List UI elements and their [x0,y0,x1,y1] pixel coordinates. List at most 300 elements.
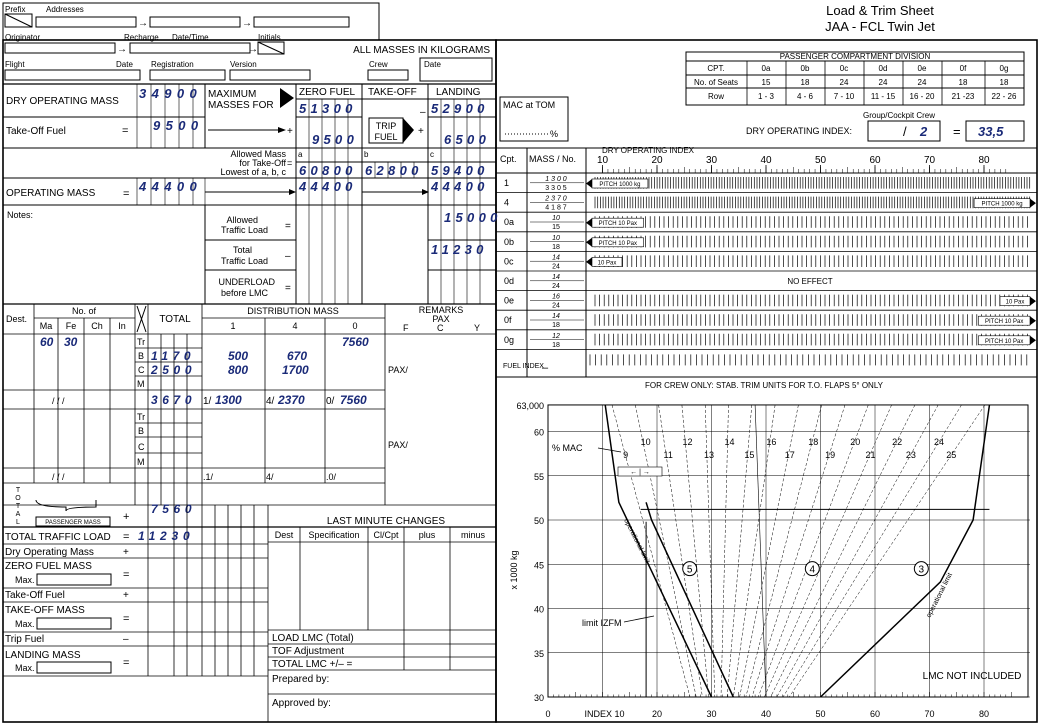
svg-text:18: 18 [999,78,1009,87]
svg-text:PAX: PAX [432,314,450,324]
trim-row-0g [496,333,1037,350]
crew-field[interactable] [368,70,408,80]
svg-text:/ / /: / / / [52,472,65,482]
svg-text:PITCH 1000 kg: PITCH 1000 kg [981,201,1023,208]
svg-text:c: c [430,150,434,159]
b-1-value: 500 [228,349,249,363]
svg-text:.1/: .1/ [203,472,214,482]
trim-row-0e [496,294,1037,311]
x-tick-0: 0 [545,709,551,719]
prefix-label: Prefix [5,5,26,14]
svg-text:PITCH 10 Pax: PITCH 10 Pax [598,221,637,228]
mac-line-label-24: 24 [934,437,945,447]
svg-text:10: 10 [552,234,560,242]
svg-text:C: C [437,323,444,333]
x-tick-50: 50 [815,709,826,719]
no-of-label: No. of [71,306,97,316]
svg-text:=: = [123,657,130,669]
svg-text:PASSENGER COMPARTMENT DIVISION: PASSENGER COMPARTMENT DIVISION [779,52,931,61]
mac-line-label-23: 23 [905,450,916,460]
svg-text:18: 18 [800,78,810,87]
svg-text:PITCH 10 Pax: PITCH 10 Pax [985,338,1024,345]
trim-row-0a [496,215,1037,232]
y-tick-55: 55 [533,471,544,482]
addresses-label: Addresses [46,5,84,14]
svg-text:plus: plus [418,530,436,540]
svg-text:Cl/Cpt: Cl/Cpt [373,530,399,540]
date-label: Date [116,60,133,69]
svg-text:F: F [403,323,409,333]
svg-text:Ch: Ch [91,321,103,331]
svg-text:TAKE-OFF MASS: TAKE-OFF MASS [5,605,85,616]
svg-text:Trip Fuel: Trip Fuel [5,634,45,645]
om-value-c: 44400 [431,179,489,194]
y-tick-45: 45 [533,560,544,571]
svg-text:TRIP: TRIP [375,121,397,131]
a-value: 60800 [299,163,357,178]
registration-label: Registration [151,60,194,69]
svg-text:4: 4 [809,564,816,576]
y-tick-50: 50 [533,516,544,526]
arrow-right-icon [278,127,286,133]
svg-text:Ma: Ma [39,321,53,331]
mac-line-label-12: 12 [682,437,693,447]
operational-limit-left: operational limit [622,517,651,565]
svg-text:4/: 4/ [266,472,274,482]
svg-text:16 - 20: 16 - 20 [909,92,935,101]
tom-max-field[interactable] [37,618,111,629]
svg-text:0/: 0/ [326,396,335,407]
svg-text:PITCH 10 Pax: PITCH 10 Pax [985,319,1024,326]
address-field-3[interactable] [254,17,349,27]
svg-text:PASSENGER MASS: PASSENGER MASS [45,520,101,526]
svg-text:x 1000 kg: x 1000 kg [509,550,519,590]
svg-text:LOAD LMC (Total): LOAD LMC (Total) [272,633,354,644]
svg-text:=: = [123,613,130,625]
svg-text:Dest: Dest [274,530,294,540]
registration-field[interactable] [150,70,225,80]
svg-text:18: 18 [552,322,560,330]
lm-max-field[interactable] [37,662,111,673]
dest-label: Dest. [6,314,28,324]
svg-text:No. of Seats: No. of Seats [693,78,739,87]
svg-text:–: – [542,362,549,374]
svg-text:1 3 0 0: 1 3 0 0 [545,176,567,183]
svg-text:Max.: Max. [15,575,35,585]
mac-line-label-20: 20 [850,437,861,447]
x-tick-60: 60 [869,709,881,719]
scale-label-20: 20 [651,155,663,166]
total-traffic-1: Total [232,245,252,255]
svg-text:0b: 0b [504,236,515,247]
trim-row-0c [496,254,1037,271]
svg-text:16: 16 [552,293,560,301]
mac-line-label-10: 10 [640,437,651,447]
mac-line-label-25: 25 [946,450,957,460]
svg-text:10 Pax: 10 Pax [597,260,617,267]
svg-text:+: + [287,126,293,137]
prefix-box[interactable] [5,14,32,27]
svg-text:0d: 0d [878,64,888,73]
allowed-traffic-1: Allowed [226,215,258,225]
svg-text:1: 1 [504,178,510,188]
mac-line-label-13: 13 [703,450,714,460]
tof-value: 9500 [153,118,204,133]
flight-field[interactable] [5,70,140,80]
svg-text:B: B [138,351,145,361]
svg-text:=: = [285,283,291,294]
y-tick-63,000: 63,000 [516,400,544,411]
ma-value: 60 [40,335,54,349]
allowed-traffic-value: 15000 [444,210,502,225]
notes-label: Notes: [7,210,34,220]
tof-plus: = [122,125,129,137]
svg-text:24: 24 [552,263,560,271]
total-traffic-load-label: TOTAL TRAFFIC LOAD [5,532,111,543]
svg-text:Approved by:: Approved by: [272,698,331,709]
arrow-icon-2: → [242,18,252,29]
svg-text:+: + [123,511,130,523]
svg-text:FUEL INDEX: FUEL INDEX [503,363,544,370]
operating-mass-label: OPERATING MASS [6,188,96,199]
svg-text:4: 4 [504,197,510,208]
svg-text:Group/Cockpit Crew: Group/Cockpit Crew [862,111,936,120]
svg-text:=: = [123,569,130,581]
svg-text:=: = [285,221,291,232]
svg-text:PAX/: PAX/ [388,365,408,375]
mlm-value: 52900 [431,101,489,116]
svg-text:0a: 0a [504,217,515,228]
svg-text:0d: 0d [504,276,515,286]
trim-row-0d [496,274,1037,291]
svg-text:DRY OPERATING INDEX: DRY OPERATING INDEX [601,146,695,155]
zfm-max-field[interactable] [37,574,111,585]
om-value: 44400 [139,179,203,194]
underload-2: before LMC [220,288,268,298]
datetime-field[interactable] [130,43,250,53]
left-frame [3,40,496,722]
svg-text:0: 0 [352,321,358,331]
svg-text:C: C [138,442,145,452]
svg-text:10 Pax: 10 Pax [1005,299,1025,306]
svg-text:+: + [123,547,129,558]
svg-text:Dry Operating Mass: Dry Operating Mass [5,547,94,558]
arrow-right-icon-om [289,189,296,195]
all-masses-note: ALL MASSES IN KILOGRAMS [353,45,490,56]
landing-fuel-value: 6500 [444,132,491,147]
ttl-value: 11230 [138,529,195,543]
svg-text:3: 3 [918,564,925,576]
mac-line-label-9: 9 [623,450,629,460]
originator-field[interactable] [5,43,115,53]
svg-text:=: = [953,124,961,139]
position-marker-3 [914,562,928,576]
svg-text:Row: Row [707,92,725,101]
c-4-value: 1700 [282,363,309,377]
trip-fuel-box [369,118,414,143]
svg-text:B: B [138,426,145,436]
x-tick-80: 80 [978,709,990,719]
svg-text:18: 18 [552,243,560,251]
mac-line-label-15: 15 [744,450,755,460]
svg-text:4: 4 [292,321,298,331]
b-4-value: 670 [287,349,308,363]
svg-text:21 -23: 21 -23 [951,92,975,101]
trim-row-0b [496,235,1037,252]
underload-1: UNDERLOAD [218,277,275,287]
svg-text:24: 24 [917,78,927,87]
sum-1-value: 1300 [215,393,242,407]
svg-text:Tr: Tr [137,337,146,347]
x-tick-30: 30 [706,709,717,719]
svg-text:/: / [903,124,907,139]
trim-scale-table [496,148,1037,377]
svg-text:In: In [118,321,126,331]
svg-text:O: O [15,495,21,502]
svg-text:24: 24 [552,283,560,290]
dom-value: 34900 [139,86,203,101]
scale-label-70: 70 [923,155,936,166]
svg-text:0f: 0f [504,315,512,326]
originator-label: Originator [5,33,41,42]
svg-text:Take-Off Fuel: Take-Off Fuel [5,590,65,601]
svg-text:–: – [420,107,426,118]
c-value: 59400 [431,163,489,178]
recharge-label: Recharge [124,33,159,42]
arrow-icon-4: → [248,44,258,55]
svg-text:14: 14 [552,313,560,321]
crew-label: Crew [369,60,388,69]
svg-text:MAC at TOM: MAC at TOM [503,100,556,110]
version-label: Version [230,60,257,69]
operational-limit-right: operational limit [925,572,955,619]
svg-text:7 - 10: 7 - 10 [833,92,855,101]
svg-text:1/: 1/ [203,396,212,407]
allowed-mass-1: Allowed Mass [230,149,286,159]
mac-line-label-16: 16 [766,437,777,447]
trim-row-1 [496,176,1037,193]
svg-text:L: L [16,519,20,526]
allowed-mass-2: for Take-Off [239,158,286,168]
limit-izfm-label: limit IZFM [582,618,622,628]
svg-text:Y: Y [474,323,481,333]
total-vertical-t1: T [15,487,21,494]
trip-fuel-value: 9500 [312,132,359,147]
svg-text:10: 10 [552,215,560,223]
svg-text:11 - 15: 11 - 15 [870,92,896,101]
mzfm-value: 51300 [299,101,357,116]
dom-label: DRY OPERATING MASS [6,96,119,107]
allowed-mass-3: Lowest of a, b, c [220,167,286,177]
svg-text:0a: 0a [761,64,771,73]
svg-text:+: + [123,590,129,601]
svg-text:← | →: ← | → [630,469,650,476]
svg-text:=: = [123,531,130,543]
svg-text:5: 5 [686,564,693,576]
svg-text:FOR CREW ONLY: STAB. TRIM UNIT: FOR CREW ONLY: STAB. TRIM UNITS FOR T.O. FLAPS 5° ONLY [644,381,884,390]
svg-text:=: = [287,158,293,168]
svg-text:15: 15 [552,224,560,232]
fe-value: 30 [64,335,78,349]
svg-text:4/: 4/ [266,396,275,407]
address-field-2[interactable] [150,17,240,27]
svg-text:1: 1 [230,321,236,331]
y-tick-40: 40 [533,604,544,615]
svg-text:12: 12 [552,332,560,340]
svg-text:0e: 0e [504,295,515,306]
svg-text:–: – [285,251,291,262]
svg-text:Fe: Fe [65,321,77,331]
svg-text:Tr: Tr [137,412,146,422]
svg-text:FUEL: FUEL [374,132,398,142]
svg-text:Specification: Specification [308,530,360,540]
initials-box[interactable] [258,42,284,54]
dist-mass-label: DISTRIBUTION MASS [247,306,339,316]
version-field[interactable] [230,70,310,80]
sheet-subtitle: JAA - FCL Twin Jet [825,19,935,34]
svg-text:C: C [138,365,145,375]
index-ruler [618,467,662,476]
svg-text:–: – [123,634,129,645]
y-tick-60: 60 [533,427,544,438]
svg-text:a: a [298,150,303,159]
svg-text:M: M [137,457,145,467]
x-tick-20: 20 [651,709,663,719]
max-masses-2: MASSES FOR [208,100,274,111]
sum-4-value: 2370 [278,393,305,407]
initials-label: Initials [258,33,281,42]
b-value: 62800 [365,163,423,178]
svg-text:LANDING MASS: LANDING MASS [5,650,81,661]
x-tick-70: 70 [924,709,935,719]
mac-line-label-17: 17 [784,450,795,460]
svg-text:b: b [364,150,369,159]
c-1-value: 800 [228,363,249,377]
svg-text:%: % [550,129,559,139]
scale-label-40: 40 [760,155,772,166]
scale-label-50: 50 [814,155,827,166]
svg-text:22 - 26: 22 - 26 [991,92,1017,101]
c-total-value: 2500 [151,363,197,377]
mac-line-label-14: 14 [724,437,735,447]
svg-text:0c: 0c [839,64,849,73]
svg-text:15: 15 [761,78,771,87]
svg-text:0f: 0f [959,64,967,73]
cross-marker-icon [137,306,146,332]
doi-label: DRY OPERATING INDEX: [746,126,853,136]
flight-label: Flight [5,60,25,69]
x-tick-10: INDEX 10 [584,709,625,719]
svg-text:4 - 6: 4 - 6 [796,92,814,101]
svg-text:TOTAL LMC +/– =: TOTAL LMC +/– = [272,659,353,670]
svg-text:4 1 8 7: 4 1 8 7 [545,204,567,212]
svg-text:24: 24 [839,78,849,87]
svg-text:14: 14 [552,274,560,281]
svg-text:=: = [123,188,130,200]
svg-text:0g: 0g [504,334,515,345]
svg-text:/ / /: / / / [52,396,65,406]
svg-text:NO EFFECT: NO EFFECT [787,277,833,286]
mac-label: % MAC [552,443,583,453]
svg-text:0e: 0e [917,64,927,73]
svg-text:MASS / No.: MASS / No. [529,154,577,164]
takeoff-fuel-label: Take-Off Fuel [6,126,66,137]
trim-row-4 [496,196,1037,213]
mac-line-label-19: 19 [825,450,836,460]
doi-crew: 2 [920,124,928,139]
svg-text:24: 24 [878,78,888,87]
position-marker-4 [805,562,819,576]
svg-text:18: 18 [552,341,560,349]
svg-text:TOF Adjustment: TOF Adjustment [272,646,345,657]
b-total-value: 1170 [151,349,196,363]
svg-text:PAX/: PAX/ [388,440,408,450]
remarks-label: REMARKS [418,305,464,315]
take-off-heading: TAKE-OFF [368,87,417,98]
svg-text:+: + [418,126,424,137]
arrow-icon-1: → [138,18,148,29]
svg-text:1 - 3: 1 - 3 [757,92,775,101]
svg-text:0g: 0g [999,64,1009,73]
svg-text:.0/: .0/ [326,472,337,482]
svg-text:0c: 0c [504,256,514,267]
mac-line-label-11: 11 [663,450,673,460]
svg-text:T: T [15,503,21,510]
scale-label-60: 60 [869,155,881,166]
svg-text:0b: 0b [800,64,810,73]
svg-text:14: 14 [552,254,560,262]
svg-text:2 3 7 0: 2 3 7 0 [545,195,567,203]
total-label: TOTAL [159,314,191,325]
svg-text:24: 24 [552,302,560,310]
address-field-1[interactable] [36,17,136,27]
svg-text:Max.: Max. [15,619,35,629]
lmc-not-included: LMC NOT INCLUDED [922,671,1022,682]
sheet-title: Load & Trim Sheet [826,3,934,18]
svg-text:18: 18 [958,78,968,87]
mac-line-label-18: 18 [808,437,819,447]
x-tick-40: 40 [760,709,772,719]
max-masses-1: MAXIMUM [208,89,257,100]
mac-line-label-22: 22 [892,437,903,447]
arrow-icon-3: → [117,44,127,55]
svg-text:Prepared by:: Prepared by: [272,674,330,685]
position-marker-5 [683,562,697,576]
allowed-traffic-2: Traffic Load [220,225,268,235]
scale-label-80: 80 [978,155,990,166]
svg-text:M: M [137,379,145,389]
scale-label-10: 10 [596,155,609,166]
sum-0-value: 7560 [340,393,367,407]
datetime-label: Date/Time [172,33,209,42]
doi-value: 33,5 [978,124,1004,139]
svg-text:3 3 0 5: 3 3 0 5 [545,185,567,192]
sum-total-value: 3670 [151,393,197,407]
total-traffic-2: Traffic Load [220,256,268,266]
date-box-label: Date [424,60,441,69]
svg-text:CPT.: CPT. [707,64,725,73]
svg-text:Max.: Max. [15,663,35,673]
om-value-a: 44400 [299,179,357,194]
trim-row-0f [496,313,1037,330]
svg-text:A: A [15,511,21,518]
brace-mark [36,500,96,511]
total-traffic-value: 11230 [431,242,488,257]
svg-text:PITCH 1000 kg: PITCH 1000 kg [599,182,641,188]
landing-heading: LANDING [436,87,481,98]
scale-label-30: 30 [705,155,718,166]
svg-text:Cpt.: Cpt. [500,154,517,164]
